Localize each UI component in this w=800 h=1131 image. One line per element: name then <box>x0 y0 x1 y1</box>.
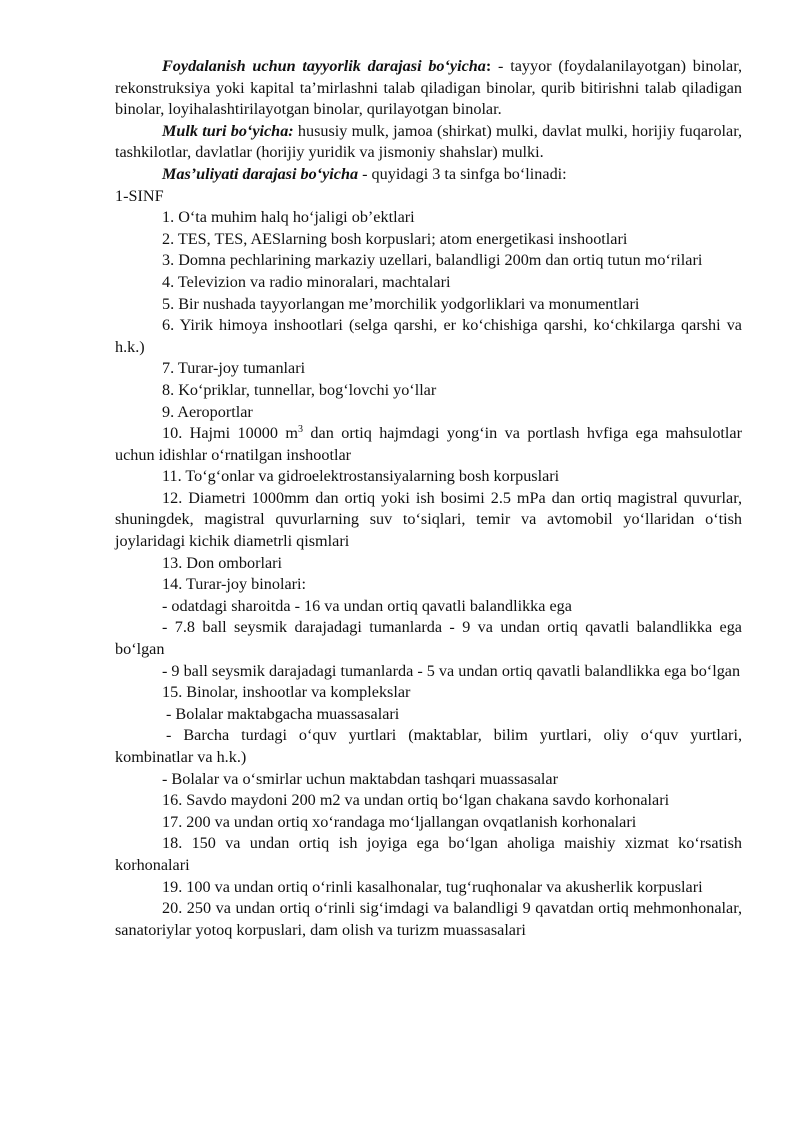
list-item-10-end: dan ortiq hajmdagi yong‘in va portlash hvfiga ega mahsulotlar uchun idishlar o‘rnatilgan inshootlar <box>115 424 742 464</box>
ownership-heading: Mulk turi bo‘yicha: <box>162 121 294 140</box>
list-subitem-14b: - 7.8 ball seysmik darajadagi tumanlarda - 9 va undan ortiq qavatli balandlikka ega bo‘lgan <box>115 618 742 659</box>
list-item-13: 13. Don omborlari <box>162 553 283 572</box>
readiness-colon: : <box>485 57 492 75</box>
list-item-10-start: 10. Hajmi 10000 m <box>162 424 299 443</box>
paragraph-readiness <box>115 56 742 121</box>
paragraph-responsibility <box>115 164 742 186</box>
list-item-4: 4. Televizion va radio minoralari, machtalari <box>162 272 451 291</box>
list-item-20: 20. 250 va undan ortiq o‘rinli sig‘imdagi va balandligi 9 qavatdan ortiq mehmonhonalar, sanatoriylar yotoq korpuslari, dam olish va turizm muassasalari <box>115 899 742 939</box>
list-subitem-15c: - Bolalar va o‘smirlar uchun maktabdan tashqari muassasalar <box>162 769 559 788</box>
list-item-16: 16. Savdo maydoni 200 m2 va undan ortiq bo‘lgan chakana savdo korhonalari <box>162 791 670 810</box>
list-item-6: 6. Yirik himoya inshootlari (selga qarshi, er ko‘chishiga qarshi, ko‘chkilarga qarshi va h.k.) <box>115 316 742 356</box>
list-item-18: 18. 150 va undan ortiq ish joyiga ega bo‘lgan aholiga maishiy xizmat ko‘rsatish korhonalari <box>115 834 742 874</box>
list-item-11: 11. To‘g‘onlar va gidroelektrostansiyalarning bosh korpuslari <box>162 467 560 486</box>
readiness-text: - tayyor (foydalanilayotgan) binolar, rekonstruksiya yoki kapital ta’mirlashni talab qiladigan binolar, qurib bitirishni talab qiladigan binolar, loyihalashtirilayotgan binolar, qurilayotgan binolar. <box>115 57 742 119</box>
list-subitem-15a: - Bolalar maktabgacha muassasalari <box>166 704 400 723</box>
list-item-1: 1. O‘ta muhim halq ho‘jaligi ob’ektlari <box>162 208 415 227</box>
list-item-2: 2. TES, TES, AESlarning bosh korpuslari; atom energetikasi inshootlari <box>162 229 628 248</box>
responsibility-text: - quyidagi 3 ta sinfga bo‘linadi: <box>358 164 567 183</box>
list-item-19: 19. 100 va undan ortiq o‘rinli kasalhonalar, tug‘ruqhonalar va akusherlik korpuslari <box>162 877 703 896</box>
list-subitem-14a: - odatdagi sharoitda - 16 va undan ortiq qavatli balandlikka ega <box>162 596 572 615</box>
list-item-17: 17. 200 va undan ortiq xo‘randaga mo‘ljallangan ovqatlanish korhonalari <box>162 812 637 831</box>
list-item-15: 15. Binolar, inshootlar va komplekslar <box>162 683 411 702</box>
paragraph-ownership <box>115 121 742 164</box>
list-item-5: 5. Bir nushada tayyorlangan me’morchilik yodgorliklari va monumentlari <box>162 294 640 313</box>
list-item-10 <box>115 423 742 466</box>
list-item-8: 8. Ko‘priklar, tunnellar, bog‘lovchi yo‘llar <box>162 380 437 399</box>
responsibility-heading: Mas’uliyati darajasi bo‘yicha <box>162 164 359 183</box>
ownership-text: hususiy mulk, jamoa (shirkat) mulki, davlat mulki, horijiy fuqarolar, tashkilotlar, davlatlar (horijiy yuridik va jismoniy shahslar) mulki. <box>115 121 743 162</box>
list-item-12: 12. Diametri 1000mm dan ortiq yoki ish bosimi 2.5 mPa dan ortiq magistral quvurlar, shuningdek, magistral quvurlarning suv to‘siqlari, temir va avtomobil yo‘llaridan o‘tish joylaridagi kichik diametrli qismlari <box>115 488 742 551</box>
list-item-14: 14. Turar-joy binolari: <box>162 575 307 594</box>
list-item-9: 9. Aeroportlar <box>162 402 253 421</box>
list-subitem-14c: - 9 ball seysmik darajadagi tumanlarda - 5 va undan ortiq qavatli balandlikka ega bo‘lgan <box>162 661 741 680</box>
class-heading: 1-SINF <box>115 186 164 205</box>
list-item-3: 3. Domna pechlarining markaziy uzellari, balandligi 200m dan ortiq tutun mo‘rilari <box>162 251 703 270</box>
list-item-7: 7. Turar-joy tumanlari <box>162 359 306 378</box>
document-page <box>115 56 742 941</box>
superscript-3: 3 <box>298 424 304 436</box>
readiness-heading: Foydalanish uchun tayyorlik darajasi bo‘yicha <box>162 57 486 75</box>
list-subitem-15b: - Barcha turdagi o‘quv yurtlari (maktablar, bilim yurtlari, oliy o‘quv yurtlari, kombinatlar va h.k.) <box>115 726 742 766</box>
